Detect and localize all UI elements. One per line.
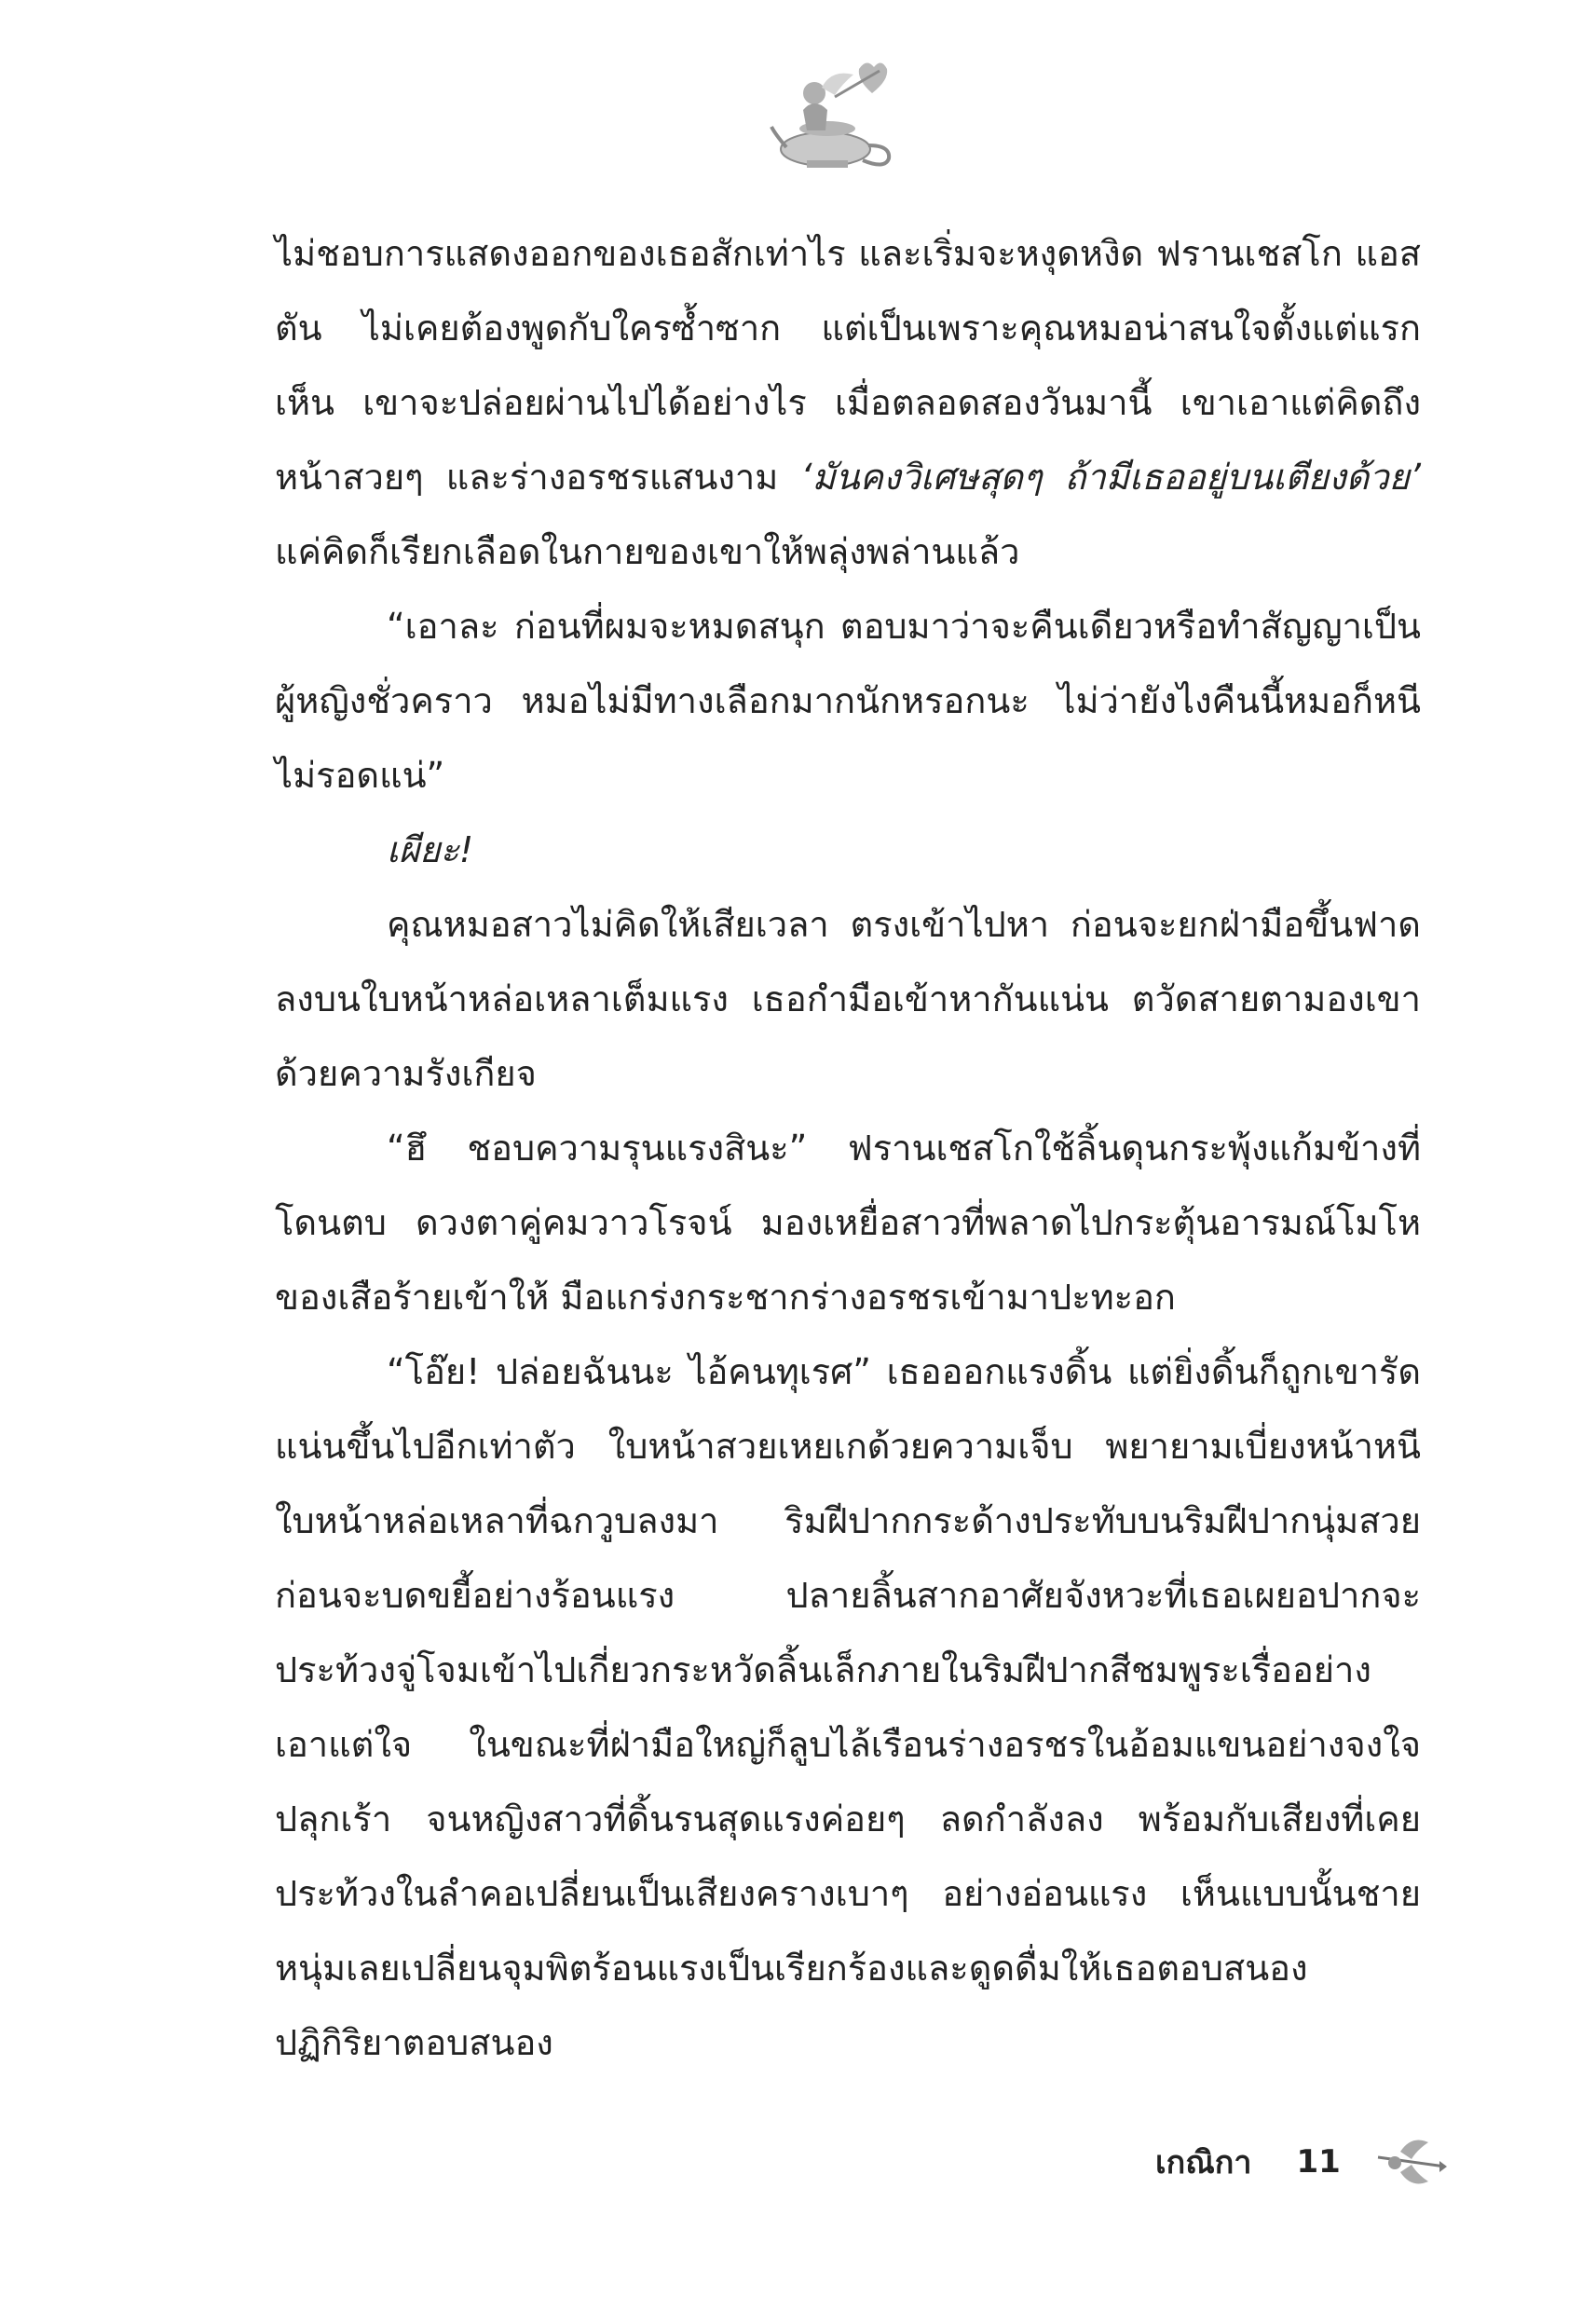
paragraph-6: “โอ๊ย! ปล่อยฉันนะ ไอ้คนทุเรศ” เธอออกแรงดิ้น แต่ยิ่งดิ้นก็ถูกเขารัดแน่นขึ้นไปอีกเท่าตัว ใบหน้าสวยเหยเกด้วยความเจ็บ พยายามเบี่ยงหน้าหนี ใบหน้าหล่อเหลาที่ฉกวูบลงมา ริมฝีปากกระด้างประทับบนริมฝีปากนุ่มสวย ก่อนจะบดขยี้อย่างร้อนแรง ปลายลิ้นสากอาศัยจังหวะที่เธอเผยอปากจะประท้วงจู่โจมเข้าไปเกี่ยวกระหวัดลิ้นเล็กภายในริมฝีปากสีชมพูระเรื่ออย่างเอาแต่ใจ ในขณะที่ฝ่ามือใหญ่ก็ลูบไล้เรือนร่างอรชรในอ้อมแขนอย่างจงใจปลุกเร้า จนหญิงสาวที่ดิ้นรนสุดแรงค่อยๆ ลดกำลังลง พร้อมกับเสียงที่เคยประท้วงในลำคอเปลี่ยนเป็นเสียงครางเบาๆ อย่างอ่อนแรง เห็นแบบนั้นชายหนุ่มเลยเปลี่ยนจุมพิตร้อนแรงเป็นเรียกร้องและดูดดื่มให้เธอตอบสนอง ปฏิกิริยาตอบสนอง [275,1351,1421,2063]
paragraph-1-text: ไม่ชอบการแสดงออกของเธอสักเท่าไร และเริ่มจะหงุดหงิด ฟรานเชสโก แอสตัน ไม่เคยต้องพูดกับใครซ้ำซาก แต่เป็นเพราะคุณหมอน่าสนใจตั้งแต่แรกเห็น เขาจะปล่อยผ่านไปได้อย่างไร เมื่อตลอดสองวันมานี้ เขาเอาแต่คิดถึงหน้าสวยๆ และร่างอรชรแสนงาม [275,233,1421,498]
cupid-arrow-icon [1374,2129,1449,2195]
book-title: เกณิกา [1155,2144,1252,2181]
paragraph-1-end: แค่คิดก็เรียกเลือดในกายของเขาให้พลุ่งพล่านแล้ว [275,531,1020,572]
paragraph-2: “เอาละ ก่อนที่ผมจะหมดสนุก ตอบมาว่าจะคืนเดียวหรือทำสัญญาเป็นผู้หญิงชั่วคราว หมอไม่มีทางเลือกมากนักหรอกนะ ไม่ว่ายังไงคืนนี้หมอก็หนีไม่รอดแน่” [275,606,1421,796]
body-text [275,216,1421,2080]
page-footer [1155,2134,1449,2190]
cupid-teapot-icon [770,56,900,177]
page-number: 11 [1296,2143,1341,2181]
paragraph-3: เผียะ! [387,829,474,870]
paragraph-1 [275,216,1421,589]
paragraph-4: คุณหมอสาวไม่คิดให้เสียเวลา ตรงเข้าไปหา ก่อนจะยกฝ่ามือขึ้นฟาดลงบนใบหน้าหล่อเหลาเต็มแรง เธอกำมือเข้าหากันแน่น ตวัดสายตามองเขาด้วยความรังเกียจ [275,904,1421,1094]
paragraph-1-italic: ‘มันคงวิเศษสุดๆ ถ้ามีเธออยู่บนเตียงด้วย’ [800,457,1421,498]
paragraph-5: “ฮึ ชอบความรุนแรงสินะ” ฟรานเชสโกใช้ลิ้นดุนกระพุ้งแก้มข้างที่โดนตบ ดวงตาคู่คมวาวโรจน์ มองเหยื่อสาวที่พลาดไปกระตุ้นอารมณ์โมโหของเสือร้ายเข้าให้ มือแกร่งกระชากร่างอรชรเข้ามาปะทะอก [275,1128,1421,1318]
